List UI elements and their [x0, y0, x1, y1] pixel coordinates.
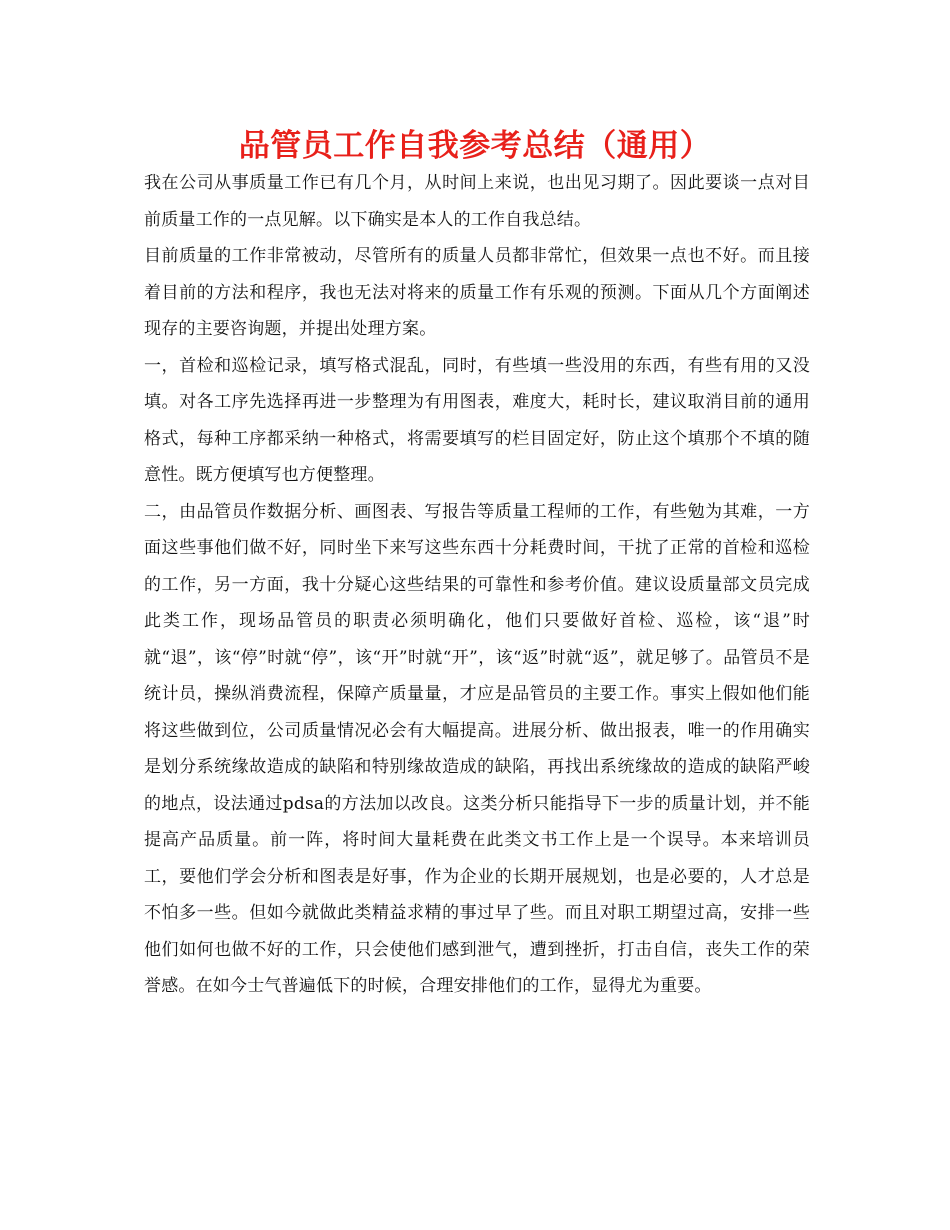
document-title: 品管员工作自我参考总结（通用）: [238, 128, 712, 164]
document-body: [144, 165, 810, 1005]
paragraph-point-two: 二，由品管员作数据分析、画图表、写报告等质量工程师的工作，有些勉为其难，一方面这些事他们做不好，同时坐下来写这些东西十分耗费时间，干扰了正常的首检和巡检的工作，另一方面，我十分疑心这些结果的可靠性和参考价值。建议设质量部文员完成此类工作，现场品管员的职责必须明确化，他们只要做好首检、巡检，该“退”时就“退”，该“停”时就“停”，该“开”时就“开”，该“返”时就“返”，就足够了。品管员不是统计员，操纵消费流程，保障产质量量，才应是品管员的主要工作。事实上假如他们能将这些做到位，公司质量情况必会有大幅提高。进展分析、做出报表，唯一的作用确实是划分系统缘故造成的缺陷和特别缘故造成的缺陷，再找出系统缘故的造成的缺陷严峻的地点，设法通过pdsa的方法加以改良。这类分析只能指导下一步的质量计划，并不能提高产品质量。前一阵，将时间大量耗费在此类文书工作上是一个误导。本来培训员工，要他们学会分析和图表是好事，作为企业的长期开展规划，也是必要的，人才总是不怕多一些。但如今就做此类精益求精的事过早了些。而且对职工期望过高，安排一些他们如何也做不好的工作，只会使他们感到泄气，遭到挫折，打击自信，丧失工作的荣誉感。在如今士气普遍低下的时候，合理安排他们的工作，显得尤为重要。: [144, 501, 810, 996]
paragraph-point-one: 一，首检和巡检记录，填写格式混乱，同时，有些填一些没用的东西，有些有用的又没填。对各工序先选择再进一步整理为有用图表，难度大，耗时长，建议取消目前的通用格式，每种工序都采纳一种格式，将需要填写的栏目固定好，防止这个填那个不填的随意性。既方便填写也方便整理。: [144, 355, 810, 485]
paragraph-intro: 我在公司从事质量工作已有几个月，从时间上来说，也出见习期了。因此要谈一点对目前质量工作的一点见解。以下确实是本人的工作自我总结。: [144, 173, 810, 230]
paragraph-situation: 目前质量的工作非常被动，尽管所有的质量人员都非常忙，但效果一点也不好。而且接着目前的方法和程序，我也无法对将来的质量工作有乐观的预测。下面从几个方面阐述现存的主要咨询题，并提出处理方案。: [144, 246, 810, 339]
